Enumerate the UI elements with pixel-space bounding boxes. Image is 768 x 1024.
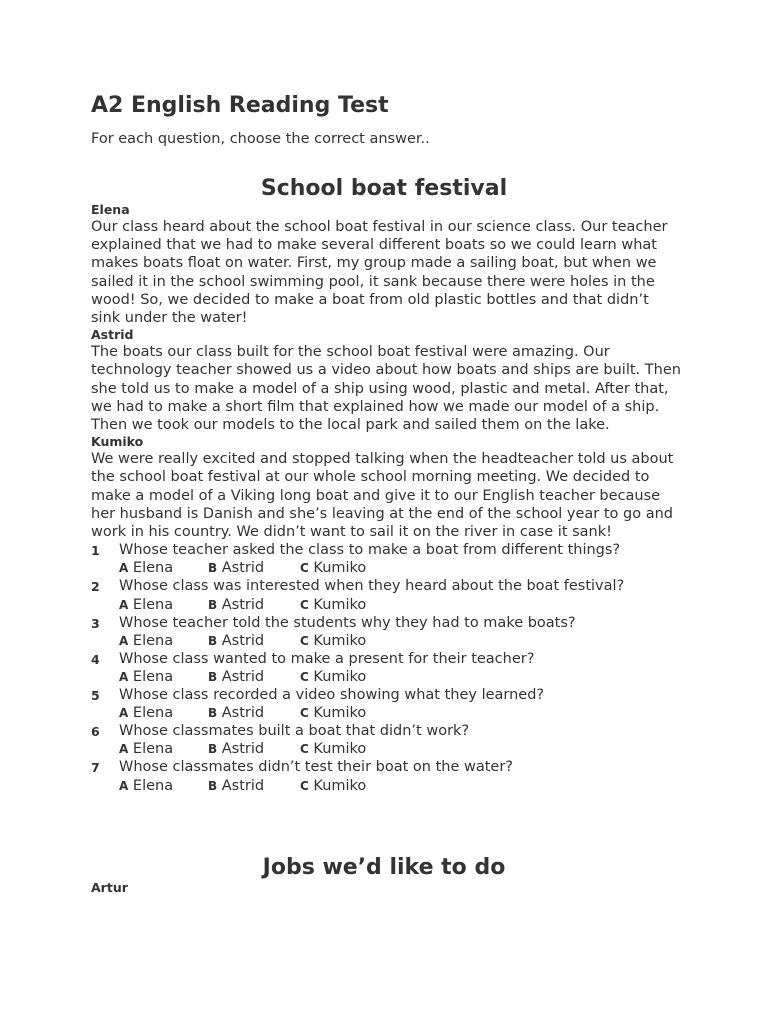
option-letter: A (119, 561, 129, 576)
answer-option-a[interactable] (119, 632, 173, 650)
question-text: Whose class recorded a video showing what they learned? (119, 687, 545, 703)
speaker-name-elena: Elena (91, 202, 130, 217)
option-label: Astrid (221, 560, 265, 577)
answer-option-b[interactable] (208, 704, 264, 722)
question-item (91, 650, 681, 686)
answer-option-c[interactable] (300, 668, 366, 686)
option-label: Elena (132, 632, 174, 649)
option-label: Astrid (221, 632, 265, 649)
option-label: Kumiko (313, 632, 367, 649)
answer-option-a[interactable] (119, 740, 173, 758)
answer-option-b[interactable] (208, 740, 264, 758)
question-text: Whose classmates didn’t test their boat on the water? (119, 759, 513, 776)
question-list (91, 541, 681, 794)
speaker-name-kumiko: Kumiko (91, 434, 144, 450)
question-text: Whose classmates built a boat that didn’t work? (119, 723, 470, 740)
option-letter: A (119, 597, 129, 612)
option-label: Astrid (221, 705, 265, 722)
answer-option-c[interactable] (300, 740, 366, 758)
section-jobs-body (91, 880, 681, 896)
question-item (91, 614, 681, 650)
option-letter: B (208, 633, 218, 648)
option-letter: A (119, 778, 129, 793)
answer-option-c[interactable] (300, 596, 366, 614)
option-letter: B (208, 670, 218, 684)
question-text: Whose teacher asked the class to make a boat from different things? (119, 542, 621, 559)
answer-option-b[interactable] (208, 559, 264, 577)
answer-option-b[interactable] (208, 596, 264, 614)
question-text: Whose teacher told the students why they had to make boats? (119, 614, 576, 631)
option-letter: C (300, 561, 309, 576)
section-heading-boat-festival: School boat festival (260, 176, 508, 201)
option-label: Kumiko (313, 560, 367, 577)
option-letter: B (208, 778, 218, 793)
option-label: Elena (132, 560, 174, 577)
answer-option-b[interactable] (208, 668, 264, 686)
answer-option-c[interactable] (300, 632, 366, 650)
option-label: Kumiko (313, 596, 367, 613)
passage-kumiko: We were really excited and stopped talking when the headteacher told us about the school boat festival at our whole school morning meeting. We decided to make a model of a Viking long boat and give it to our English teacher because her husband is Danish and she’s leaving at the end of the school year to go and work in his country. We didn’t want to sail it on the river in case it sank! (91, 451, 674, 541)
option-letter: C (300, 670, 309, 684)
option-label: Astrid (221, 669, 265, 685)
question-number: 2 (91, 579, 100, 595)
question-number: 3 (91, 615, 100, 631)
question-item (91, 541, 681, 577)
answer-option-b[interactable] (208, 632, 264, 650)
question-number: 1 (91, 543, 100, 559)
page-title: A2 English Reading Test (91, 93, 389, 118)
option-letter: C (300, 742, 309, 757)
option-letter: A (119, 633, 129, 648)
passage-elena: Our class heard about the school boat festival in our science class. Our teacher explained that we had to make several different boats so we could learn what makes boats float on water. First, my group made a sailing boat, but when we sailed it in the school swimming pool, it sank because there were holes in the wood! So, we decided to make a boat from old plastic bottles and that didn’t sink under the water! (91, 219, 668, 327)
question-number: 5 (91, 688, 100, 703)
instructions: For each question, choose the correct answer.. (91, 131, 430, 147)
option-label: Elena (132, 777, 174, 794)
option-label: Elena (132, 596, 174, 613)
option-label: Astrid (221, 741, 265, 758)
option-letter: C (300, 706, 309, 721)
option-label: Kumiko (313, 777, 367, 794)
option-letter: C (300, 597, 309, 612)
question-number: 6 (91, 724, 100, 740)
answer-option-a[interactable] (119, 777, 173, 795)
option-letter: B (208, 742, 218, 757)
question-item (91, 686, 681, 722)
answer-option-c[interactable] (300, 559, 366, 577)
option-label: Astrid (221, 777, 265, 794)
option-letter: B (208, 561, 218, 576)
question-item (91, 722, 681, 758)
option-label: Astrid (221, 596, 265, 613)
answer-option-a[interactable] (119, 596, 173, 614)
question-item (91, 577, 681, 613)
answer-option-b[interactable] (208, 777, 264, 795)
option-label: Elena (132, 741, 174, 758)
option-label: Kumiko (313, 705, 367, 722)
option-label: Elena (132, 705, 174, 722)
speaker-name-artur: Artur (91, 880, 128, 895)
passage-astrid: The boats our class built for the school boat festival were amazing. Our technology teacher showed us a video about how boats and ships are built. Then she told us to make a model of a ship using wood, plastic and metal. After that, we had to make a short film that explained how we made our model of a ship. Then we took our models to the local park and sailed them on the lake. (91, 344, 681, 434)
option-letter: A (119, 706, 129, 721)
answer-option-a[interactable] (119, 704, 173, 722)
answer-option-c[interactable] (300, 704, 366, 722)
question-text: Whose class wanted to make a present for their teacher? (119, 650, 535, 667)
answer-option-a[interactable] (119, 559, 173, 577)
option-letter: A (119, 742, 129, 757)
answer-option-c[interactable] (300, 777, 366, 795)
question-number: 7 (91, 760, 100, 776)
option-letter: C (300, 633, 309, 648)
question-text: Whose class was interested when they heard about the boat festival? (119, 578, 625, 595)
question-number: 4 (91, 651, 100, 667)
section-heading-jobs: Jobs we’d like to do (262, 855, 506, 880)
speaker-name-astrid: Astrid (91, 327, 134, 343)
option-label: Kumiko (313, 741, 367, 758)
answer-option-a[interactable] (119, 668, 173, 686)
option-letter: B (208, 706, 218, 721)
option-letter: B (208, 597, 218, 612)
option-label: Elena (132, 669, 174, 685)
section-boat-festival-body (91, 202, 681, 795)
option-letter: A (119, 670, 129, 684)
question-item (91, 758, 681, 794)
option-label: Kumiko (313, 669, 367, 685)
option-letter: C (300, 778, 309, 793)
